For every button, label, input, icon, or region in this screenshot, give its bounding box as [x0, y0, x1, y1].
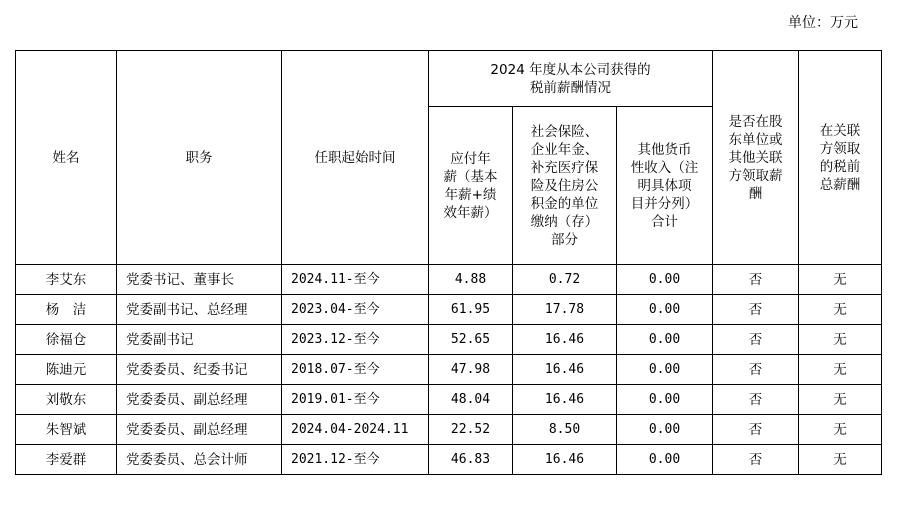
cell-related: 无: [799, 325, 882, 355]
header-line: 在关联: [819, 122, 861, 139]
cell-shareholder: 否: [713, 385, 799, 415]
cell-name: 李爱群: [16, 445, 117, 475]
cell-annual: 47.98: [429, 355, 513, 385]
cell-position: 党委副书记: [117, 325, 282, 355]
cell-name: 陈迪元: [16, 355, 117, 385]
header-line: 缴纳（存）: [530, 213, 599, 230]
header-line: 方领取: [819, 140, 861, 157]
header-line: 是否在股: [728, 113, 783, 130]
cell-start: 2023.04-至今: [282, 295, 429, 325]
header-line: 税前薪酬情况: [530, 79, 611, 96]
cell-other: 0.00: [617, 295, 713, 325]
cell-other: 0.00: [617, 355, 713, 385]
cell-annual: 52.65: [429, 325, 513, 355]
compensation-table: [15, 50, 882, 475]
header-line: 效年薪）: [443, 204, 498, 221]
cell-start: 2019.01-至今: [282, 385, 429, 415]
cell-annual: 4.88: [429, 265, 513, 295]
cell-start: 2021.12-至今: [282, 445, 429, 475]
header-social-insurance: [513, 107, 617, 265]
cell-related: 无: [799, 445, 882, 475]
header-line: 企业年金、: [530, 141, 599, 158]
table-row: [16, 325, 882, 355]
cell-start: 2024.11-至今: [282, 265, 429, 295]
cell-start: 2018.07-至今: [282, 355, 429, 385]
header-line: 性收入（注: [630, 159, 699, 176]
header-line: 总薪酬: [819, 176, 861, 193]
unit-label: 单位：万元: [788, 15, 858, 31]
cell-name: 杨 洁: [16, 295, 117, 325]
cell-social: 16.46: [513, 325, 617, 355]
cell-other: 0.00: [617, 445, 713, 475]
cell-name: 徐福仓: [16, 325, 117, 355]
cell-other: 0.00: [617, 385, 713, 415]
cell-position: 党委委员、纪委书记: [117, 355, 282, 385]
header-line: 年薪+绩: [444, 186, 497, 203]
cell-annual: 22.52: [429, 415, 513, 445]
header-line: 险及住房公: [530, 177, 599, 194]
header-line: 酬: [748, 185, 763, 202]
cell-annual: 61.95: [429, 295, 513, 325]
header-line: 应付年: [450, 150, 491, 167]
header-line: 社会保险、: [530, 123, 599, 140]
table-row: [16, 265, 882, 295]
cell-annual: 48.04: [429, 385, 513, 415]
cell-position: 党委副书记、总经理: [117, 295, 282, 325]
cell-related: 无: [799, 295, 882, 325]
header-shareholder: [713, 51, 799, 265]
cell-name: 朱智斌: [16, 415, 117, 445]
table-row: [16, 295, 882, 325]
header-position: 职务: [117, 51, 282, 265]
header-related-party: [799, 51, 882, 265]
cell-other: 0.00: [617, 415, 713, 445]
cell-name: 李艾东: [16, 265, 117, 295]
cell-shareholder: 否: [713, 325, 799, 355]
table-row: [16, 445, 882, 475]
cell-start: 2023.12-至今: [282, 325, 429, 355]
table-row: [16, 385, 882, 415]
cell-other: 0.00: [617, 265, 713, 295]
cell-start: 2024.04-2024.11: [282, 415, 429, 445]
header-name: 姓名: [16, 51, 117, 265]
header-line: 其他货币: [637, 141, 692, 158]
header-annual-salary: [429, 107, 513, 265]
cell-social: 16.46: [513, 445, 617, 475]
header-line: 薪（基本: [443, 168, 498, 185]
cell-shareholder: 否: [713, 445, 799, 475]
header-group-title: [429, 51, 713, 107]
header-line: 目并分列）: [630, 195, 699, 212]
cell-social: 16.46: [513, 385, 617, 415]
cell-shareholder: 否: [713, 355, 799, 385]
table-row: [16, 355, 882, 385]
cell-position: 党委书记、董事长: [117, 265, 282, 295]
header-line: 的税前: [819, 158, 861, 175]
cell-social: 17.78: [513, 295, 617, 325]
header-line: 合计: [651, 213, 678, 230]
header-start-time: 任职起始时间: [282, 51, 429, 265]
table-row: [16, 415, 882, 445]
header-line: 补充医疗保: [530, 159, 599, 176]
cell-position: 党委委员、总会计师: [117, 445, 282, 475]
header-other-income: [617, 107, 713, 265]
cell-social: 0.72: [513, 265, 617, 295]
cell-related: 无: [799, 385, 882, 415]
cell-shareholder: 否: [713, 295, 799, 325]
header-line: 2024 年度从本公司获得的: [490, 61, 651, 78]
cell-shareholder: 否: [713, 265, 799, 295]
cell-name: 刘敬东: [16, 385, 117, 415]
cell-social: 16.46: [513, 355, 617, 385]
cell-related: 无: [799, 265, 882, 295]
cell-position: 党委委员、副总经理: [117, 415, 282, 445]
cell-annual: 46.83: [429, 445, 513, 475]
header-line: 部分: [551, 231, 578, 248]
cell-position: 党委委员、副总经理: [117, 385, 282, 415]
cell-other: 0.00: [617, 325, 713, 355]
header-line: 方领取薪: [728, 167, 783, 184]
header-line: 其他关联: [728, 149, 783, 166]
cell-shareholder: 否: [713, 415, 799, 445]
header-line: 积金的单位: [530, 195, 599, 212]
cell-social: 8.50: [513, 415, 617, 445]
cell-related: 无: [799, 355, 882, 385]
header-line: 明具体项: [637, 177, 692, 194]
header-line: 东单位或: [728, 131, 783, 148]
cell-related: 无: [799, 415, 882, 445]
